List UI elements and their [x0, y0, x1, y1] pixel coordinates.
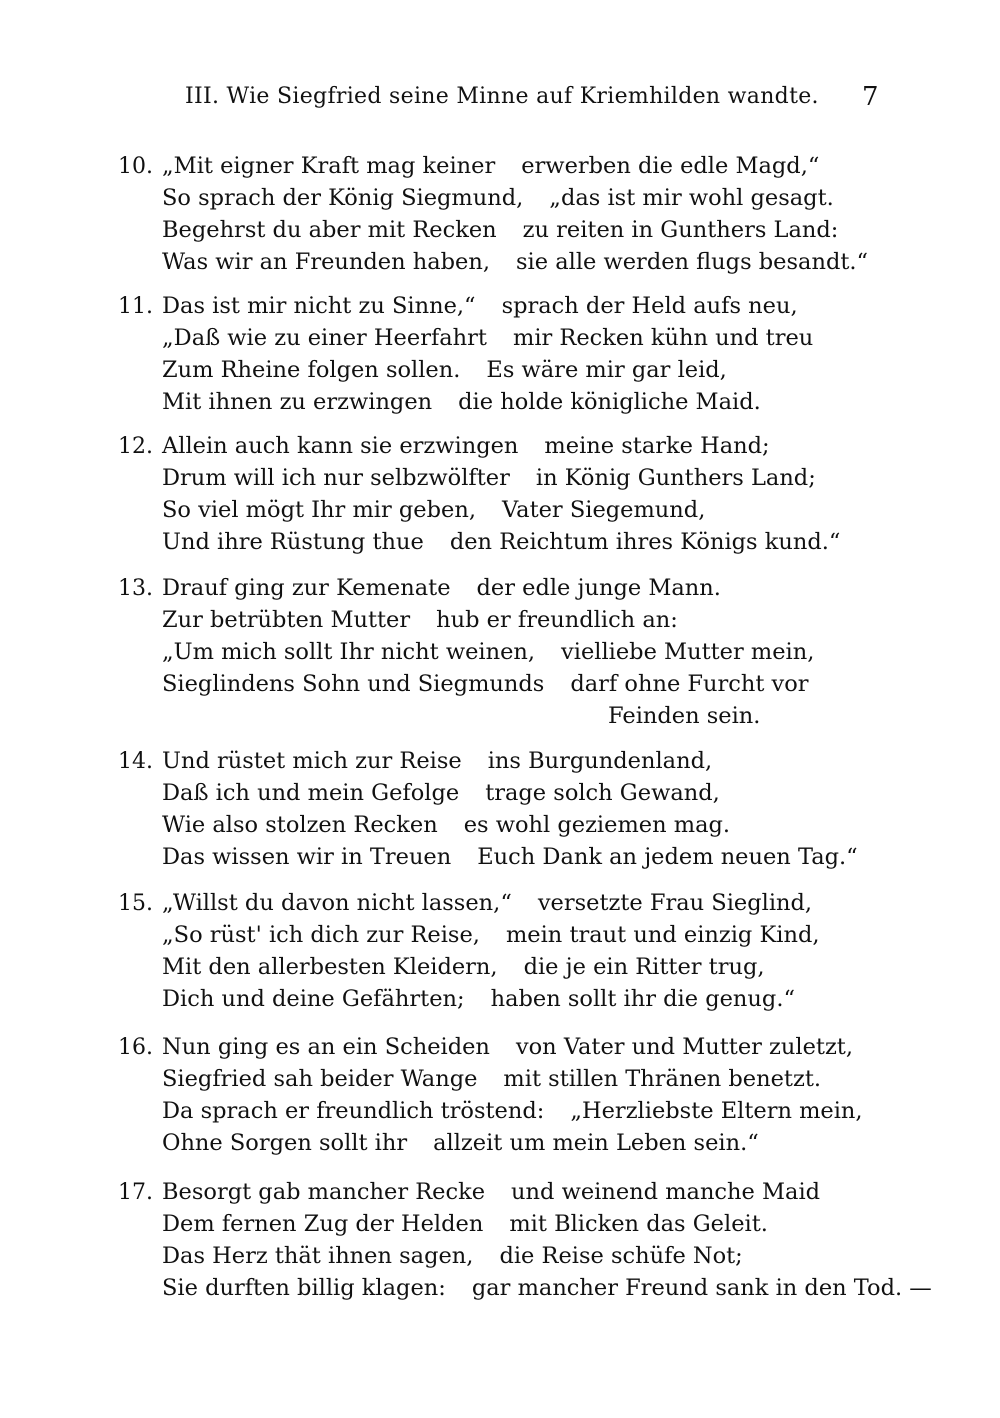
verse-line: [162, 386, 761, 418]
second-half-line: allzeit um mein Leben sein.“: [433, 1130, 759, 1156]
second-half-line: der edle junge Mann.: [476, 575, 721, 601]
second-half-line: es wohl geziemen mag.: [463, 812, 731, 838]
first-half-line: So sprach der König Siegmund,: [162, 185, 524, 211]
second-half-line: Euch Dank an jedem neuen Tag.“: [477, 844, 858, 870]
verse-line: [162, 572, 721, 604]
second-half-line: haben sollt ihr die genug.“: [490, 986, 795, 1012]
first-half-line: Allein auch kann sie erzwingen: [162, 433, 519, 459]
second-half-line: die holde königliche Maid.: [458, 389, 761, 415]
stanza-number: 13.: [118, 576, 153, 601]
second-half-line: zu reiten in Gunthers Land:: [522, 217, 839, 243]
second-half-line: sie alle werden flugs besandt.“: [516, 249, 869, 275]
first-half-line: Und rüstet mich zur Reise: [162, 748, 462, 774]
verse-line: [162, 182, 834, 214]
verse-line: [162, 1031, 853, 1063]
verse-line: [162, 526, 840, 558]
verse-line: [162, 1272, 932, 1304]
stanza-number: 15.: [118, 891, 153, 916]
second-half-line: mir Recken kühn und treu: [512, 325, 814, 351]
line-continuation: Feinden sein.: [608, 703, 761, 729]
verse-line: [162, 462, 816, 494]
first-half-line: Begehrst du aber mit Recken: [162, 217, 497, 243]
first-half-line: „Daß wie zu einer Heerfahrt: [162, 325, 487, 351]
second-half-line: mein traut und einzig Kind,: [505, 922, 820, 948]
stanza-number: 11.: [118, 294, 153, 319]
verse-line: [162, 1240, 743, 1272]
first-half-line: Dich und deine Gefährten;: [162, 986, 465, 1012]
second-half-line: „Herzliebste Eltern mein,: [570, 1098, 863, 1124]
first-half-line: Mit den allerbesten Kleidern,: [162, 954, 498, 980]
verse-line: [162, 214, 838, 246]
first-half-line: Da sprach er freundlich tröstend:: [162, 1098, 545, 1124]
second-half-line: „das ist mir wohl gesagt.: [549, 185, 834, 211]
first-half-line: Dem fernen Zug der Helden: [162, 1211, 484, 1237]
second-half-line: mit stillen Thränen benetzt.: [503, 1066, 822, 1092]
first-half-line: „Um mich sollt Ihr nicht weinen,: [162, 639, 536, 665]
first-half-line: So viel mögt Ihr mir geben,: [162, 497, 476, 523]
verse-line: [162, 1208, 768, 1240]
verse-line: [162, 604, 678, 636]
first-half-line: Ohne Sorgen sollt ihr: [162, 1130, 408, 1156]
first-half-line: „Willst du davon nicht lassen,“: [162, 890, 512, 916]
verse-line: [162, 809, 730, 841]
verse-line: [162, 983, 795, 1015]
second-half-line: von Vater und Mutter zuletzt,: [515, 1034, 854, 1060]
second-half-line: in König Gunthers Land;: [535, 465, 816, 491]
verse-line: [162, 745, 712, 777]
second-half-line: versetzte Frau Sieglind,: [537, 890, 813, 916]
second-half-line: Es wäre mir gar leid,: [486, 357, 727, 383]
first-half-line: Nun ging es an ein Scheiden: [162, 1034, 490, 1060]
first-half-line: Sieglindens Sohn und Siegmunds: [162, 671, 545, 697]
second-half-line: trage solch Gewand,: [485, 780, 720, 806]
stanza-number: 14.: [118, 749, 153, 774]
stanza-number: 10.: [118, 154, 153, 179]
first-half-line: Das ist mir nicht zu Sinne,“: [162, 293, 476, 319]
verse-line: [162, 636, 814, 668]
first-half-line: Besorgt gab mancher Recke: [162, 1179, 486, 1205]
second-half-line: sprach der Held aufs neu,: [501, 293, 798, 319]
verse-line: [162, 777, 720, 809]
verse-line: [162, 430, 770, 462]
second-half-line: und weinend manche Maid: [511, 1179, 821, 1205]
stanza-number: 16.: [118, 1035, 153, 1060]
second-half-line: die Reise schüfe Not;: [499, 1243, 743, 1269]
first-half-line: Was wir an Freunden haben,: [162, 249, 490, 275]
verse-line: [162, 1063, 821, 1095]
verse-line: [162, 951, 765, 983]
first-half-line: Drauf ging zur Kemenate: [162, 575, 451, 601]
second-half-line: gar mancher Freund sank in den Tod. —: [471, 1275, 932, 1301]
first-half-line: Drum will ich nur selbzwölfter: [162, 465, 510, 491]
second-half-line: Vater Siegemund,: [501, 497, 706, 523]
first-half-line: Zur betrübten Mutter: [162, 607, 411, 633]
second-half-line: ins Burgundenland,: [487, 748, 713, 774]
verse-line: [162, 246, 868, 278]
running-header: III. Wie Siegfried seine Minne auf Kriemhilden wandte.: [185, 84, 819, 109]
first-half-line: Sie durften billig klagen:: [162, 1275, 446, 1301]
first-half-line: Das wissen wir in Treuen: [162, 844, 452, 870]
verse-line: [162, 1095, 863, 1127]
verse-line: [162, 322, 813, 354]
second-half-line: den Reichtum ihres Königs kund.“: [449, 529, 841, 555]
first-half-line: Daß ich und mein Gefolge: [162, 780, 460, 806]
first-half-line: „Mit eigner Kraft mag keiner: [162, 153, 496, 179]
verse-line: [162, 494, 705, 526]
first-half-line: Wie also stolzen Recken: [162, 812, 438, 838]
second-half-line: mit Blicken das Geleit.: [509, 1211, 768, 1237]
stanza-number: 12.: [118, 434, 153, 459]
first-half-line: Siegfried sah beider Wange: [162, 1066, 478, 1092]
first-half-line: „So rüst' ich dich zur Reise,: [162, 922, 480, 948]
second-half-line: erwerben die edle Magd,“: [521, 153, 820, 179]
verse-line: [162, 354, 727, 386]
first-half-line: Und ihre Rüstung thue: [162, 529, 424, 555]
second-half-line: meine starke Hand;: [544, 433, 770, 459]
verse-line: [162, 290, 798, 322]
verse-line: [162, 1127, 759, 1159]
first-half-line: Das Herz thät ihnen sagen,: [162, 1243, 474, 1269]
verse-line: [162, 841, 858, 873]
second-half-line: darf ohne Furcht vor: [570, 671, 809, 697]
page-number: 7: [862, 82, 879, 112]
first-half-line: Mit ihnen zu erzwingen: [162, 389, 433, 415]
second-half-line: vielliebe Mutter mein,: [561, 639, 815, 665]
verse-line: [162, 1176, 820, 1208]
verse-line: [162, 919, 820, 951]
stanza-number: 17.: [118, 1180, 153, 1205]
second-half-line: die je ein Ritter trug,: [523, 954, 765, 980]
first-half-line: Zum Rheine folgen sollen.: [162, 357, 461, 383]
second-half-line: hub er freundlich an:: [436, 607, 678, 633]
verse-line: [162, 668, 809, 700]
verse-line: [162, 887, 812, 919]
verse-line: [162, 150, 819, 182]
